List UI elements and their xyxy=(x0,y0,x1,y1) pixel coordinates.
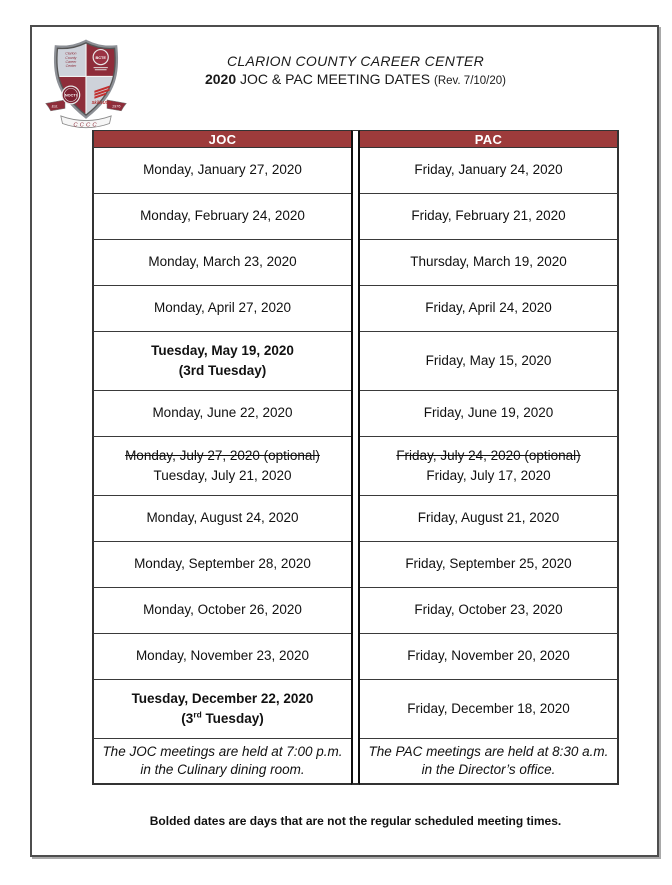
pac-date-cell: Thursday, March 19, 2020 xyxy=(360,240,619,286)
joc-date-cell: Monday, February 24, 2020 xyxy=(92,194,351,240)
column-divider xyxy=(351,194,360,240)
nocti-seal xyxy=(62,86,80,104)
joc-date-cell: The JOC meetings are held at 7:00 p.m. in the Culinary dining room. xyxy=(92,739,351,785)
column-divider xyxy=(351,588,360,634)
bolded-dates-note: Bolded dates are days that are not the regular scheduled meeting times. xyxy=(149,814,562,828)
subtitle-year: 2020 xyxy=(204,71,237,87)
table-header-row xyxy=(92,130,619,148)
joc-date-cell: Monday, October 26, 2020 xyxy=(92,588,351,634)
column-divider xyxy=(351,680,360,739)
column-divider xyxy=(351,634,360,680)
table-row xyxy=(92,240,619,286)
column-divider xyxy=(351,437,360,496)
table-row xyxy=(92,542,619,588)
pac-date-cell: Friday, June 19, 2020 xyxy=(360,391,619,437)
table-row xyxy=(92,286,619,332)
table-row xyxy=(92,680,619,739)
column-divider xyxy=(351,542,360,588)
subtitle-revision: (Rev. 7/10/20) xyxy=(433,75,506,87)
table-row xyxy=(92,437,619,496)
page-title: CLARION COUNTY CAREER CENTER xyxy=(226,53,485,69)
joc-date-cell: Monday, September 28, 2020 xyxy=(92,542,351,588)
crest-tl-text xyxy=(65,52,77,69)
table-row xyxy=(92,391,619,437)
joc-date-cell: Monday, June 22, 2020 xyxy=(92,391,351,437)
joc-date-cell: Monday, July 27, 2020 (optional) Tuesday, July 21, 2020 xyxy=(92,437,351,496)
pac-date-cell: Friday, May 15, 2020 xyxy=(360,332,619,391)
document-header xyxy=(92,53,619,87)
pac-date-cell: Friday, February 21, 2020 xyxy=(360,194,619,240)
joc-date-cell: Monday, March 23, 2020 xyxy=(92,240,351,286)
table-row xyxy=(92,194,619,240)
table-row xyxy=(92,332,619,391)
pac-date-cell: Friday, September 25, 2020 xyxy=(360,542,619,588)
pac-date-cell: Friday, April 24, 2020 xyxy=(360,286,619,332)
joc-column-header: JOC xyxy=(92,130,351,148)
pac-date-cell: Friday, August 21, 2020 xyxy=(360,496,619,542)
column-divider xyxy=(351,148,360,194)
column-divider xyxy=(351,739,360,785)
year-ribbon-label: 1976 xyxy=(112,104,121,109)
joc-date-cell: Tuesday, December 22, 2020 (3rd Tuesday) xyxy=(92,680,351,739)
column-divider xyxy=(351,391,360,437)
pac-date-cell: Friday, January 24, 2020 xyxy=(360,148,619,194)
subtitle-text: JOC & PAC MEETING DATES xyxy=(240,71,431,87)
column-divider xyxy=(351,240,360,286)
joc-date-cell: Monday, January 27, 2020 xyxy=(92,148,351,194)
pac-date-cell: Friday, November 20, 2020 xyxy=(360,634,619,680)
column-divider xyxy=(351,130,360,148)
svg-text:Career: Career xyxy=(65,60,77,64)
pac-date-cell: Friday, December 18, 2020 xyxy=(360,680,619,739)
column-divider xyxy=(351,332,360,391)
bcte-label: BCTE xyxy=(95,55,106,60)
joc-date-cell: Tuesday, May 19, 2020 (3rd Tuesday) xyxy=(92,332,351,391)
table-row xyxy=(92,588,619,634)
meeting-rows xyxy=(92,148,619,785)
skillsusa-label: SkillsUSA xyxy=(91,100,112,106)
pac-column-header: PAC xyxy=(360,130,619,148)
est-ribbon-label: Est. xyxy=(51,104,59,109)
table-row xyxy=(92,739,619,785)
pac-date-cell: The PAC meetings are held at 8:30 a.m. in the Director’s office. xyxy=(360,739,619,785)
nocti-label: NOCTI xyxy=(64,93,77,98)
pac-date-cell: Friday, October 23, 2020 xyxy=(360,588,619,634)
column-divider xyxy=(351,286,360,332)
table-row xyxy=(92,634,619,680)
page-subtitle xyxy=(92,71,619,87)
est-ribbon xyxy=(46,100,65,111)
svg-text:Center: Center xyxy=(65,64,77,69)
table-row xyxy=(92,496,619,542)
cccc-banner-label: CCCC xyxy=(73,122,99,129)
column-divider xyxy=(351,496,360,542)
joc-date-cell: Monday, August 24, 2020 xyxy=(92,496,351,542)
meeting-dates-table xyxy=(92,130,619,785)
svg-text:County: County xyxy=(65,55,77,60)
pac-date-cell: Friday, July 24, 2020 (optional) Friday, July 17, 2020 xyxy=(360,437,619,496)
joc-date-cell: Monday, April 27, 2020 xyxy=(92,286,351,332)
joc-date-cell: Monday, November 23, 2020 xyxy=(92,634,351,680)
document-page xyxy=(30,25,659,857)
svg-text:Clarion: Clarion xyxy=(65,51,77,56)
table-row xyxy=(92,148,619,194)
